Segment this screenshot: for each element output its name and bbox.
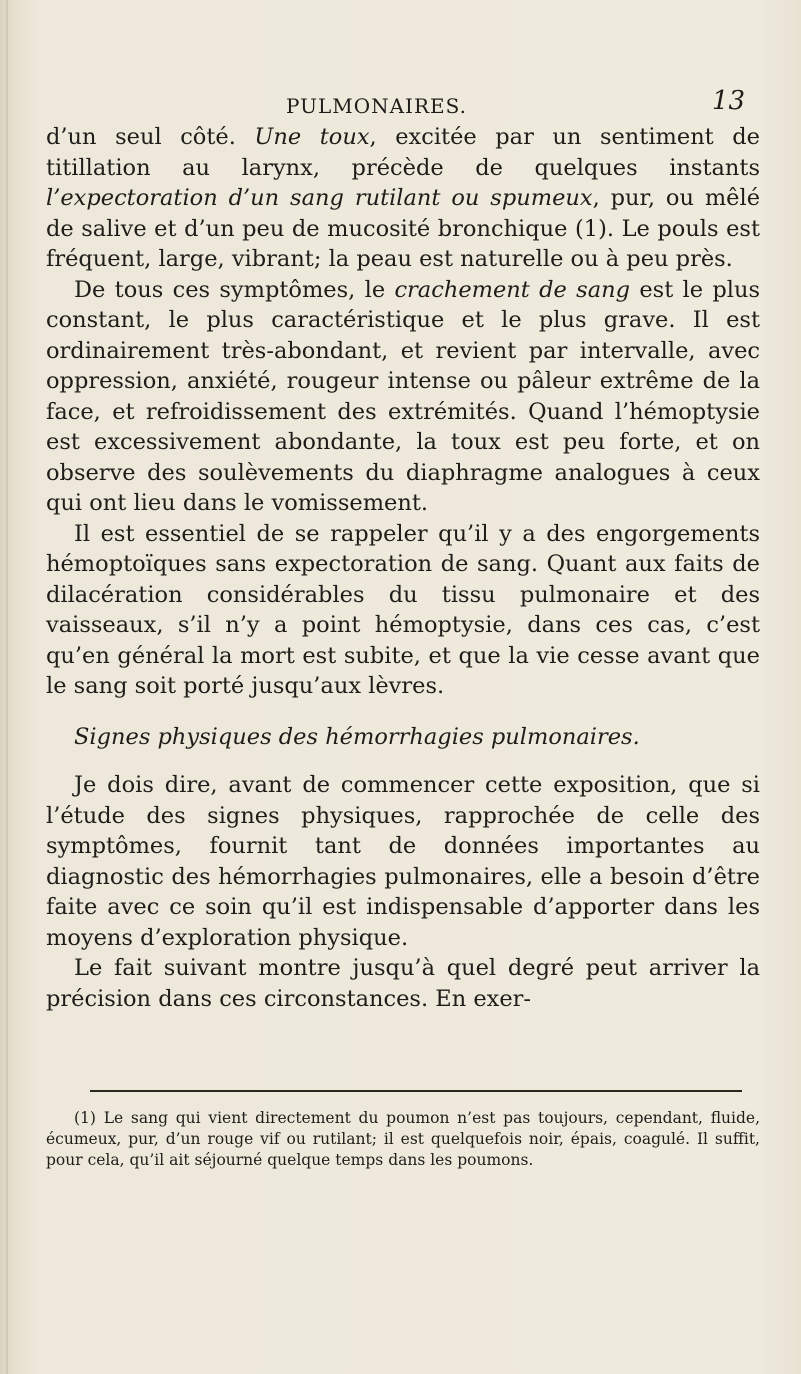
paragraph-3: Il est essentiel de se rappeler qu’il y a des engorgements hémoptoïques sans expectoration de sang. Quant aux faits de dilacération considérables du tissu pulmonaire et des vaisseaux, s’il n’y a point hémoptysie, dans ces cas, c’est qu’en général la mort est subite, et que la vie cesse avant que le sang soit porté jusqu’aux lèvres. (46, 520, 760, 699)
text-run: , excitée par un sentiment de titillation au larynx, précède de quelques instants (46, 124, 760, 181)
italic-phrase: Une toux (254, 124, 370, 150)
text-run: est le plus constant, le plus caractéristique et le plus grave. Il est ordinairement très-abondant, et revient par intervalle, avec oppression, anxiété, rougeur intense ou pâleur extrême de la face, et refroidissement des extrémités. Quand l’hémoptysie est excessivement abondante, la toux est peu forte, et on observe des soulèvements du diaphragme analogues à ceux qui ont lieu dans le vomissement. (46, 276, 760, 516)
italic-phrase: crachement de sang (394, 276, 631, 303)
italic-phrase: l’expectoration d’un sang rutilant ou spumeux (46, 185, 593, 211)
text-run: d’un seul côté. (46, 124, 255, 150)
main-text (46, 122, 760, 1014)
section-heading: Signes physiques des hémorrhagies pulmonaires. (74, 723, 640, 750)
page-gutter (6, 0, 8, 1374)
footnote-text: (1) Le sang qui vient directement du poumon n’est pas toujours, cependant, fluide, écumeux, pur, d’un rouge vif ou rutilant; il est quelquefois noir, épais, coagulé. Il suffit, pour cela, qu’il ait séjourné quelque temps dans les poumons. (46, 1109, 760, 1169)
paragraph-5: Le fait suivant montre jusqu’à quel degré peut arriver la précision dans ces circonstances. En exer- (46, 955, 760, 1012)
text-run: , pur, ou mêlé de salive et d’un peu de mucosité bronchique (1). Le pouls est fréquent, large, vibrant; la peau est naturelle ou à peu près. (46, 185, 761, 272)
paragraph-1 (46, 122, 760, 275)
paragraph-2 (46, 275, 760, 519)
footnote-rule (90, 1090, 742, 1092)
running-title: PULMONAIRES. (286, 94, 467, 118)
footnote (46, 1108, 760, 1171)
page-number: 13 (712, 86, 746, 116)
text-run: De tous ces symptômes, le (74, 276, 395, 303)
paragraph-4: Je dois dire, avant de commencer cette exposition, que si l’étude des signes physiques, rapprochée de celle des symptômes, fournit tant de données importantes au diagnostic des hémorrhagies pulmonaires, elle a besoin d’être faite avec ce soin qu’il est indispensable d’apporter dans les moyens d’exploration physique. (46, 772, 760, 951)
